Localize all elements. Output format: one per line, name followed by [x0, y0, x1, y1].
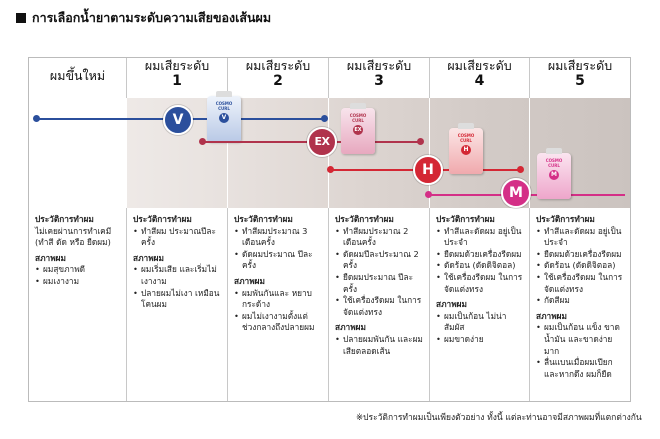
- history-list: [234, 226, 323, 272]
- condition-heading: สภาพผม: [35, 252, 66, 263]
- product-bottle-h: [449, 128, 483, 174]
- column-head-level-1: [127, 58, 228, 98]
- range-start-dot-h: [327, 166, 334, 173]
- history-heading: ประวัติการทำผม: [536, 214, 595, 224]
- history-item: • ทำสีผมประมาณ 2 เดือนครั้ง: [335, 226, 424, 249]
- history-item: • ทำสีและดัดผม อยู่เป็นประจำ: [436, 226, 524, 249]
- history-heading: ประวัติการทำผม: [436, 214, 495, 224]
- details-level-2: [228, 208, 329, 401]
- details-level-1: [127, 208, 228, 401]
- condition-heading: สภาพผม: [335, 322, 366, 333]
- product-badge-ex: EX: [307, 127, 337, 157]
- condition-item: • ผมเริ่มเสีย และเริ่มไม่เงางาม: [133, 264, 222, 287]
- condition-item: • ผมเป็นก้อน ไม่น่าสัมผัส: [436, 311, 524, 334]
- bottle-label: COSMO CURL: [545, 158, 563, 168]
- history-item: • ยืดผมด้วยเครื่องรีดผม: [436, 249, 524, 261]
- column-head-label: ผมเสียระดับ: [245, 58, 311, 73]
- condition-item: • ผมสุขภาพดี: [35, 264, 121, 276]
- bottle-cap: [546, 148, 562, 154]
- condition-item: • ผมพันกันและ หยาบกระด้าง: [234, 288, 323, 311]
- condition-list: [536, 322, 625, 380]
- product-badge-m: M: [501, 178, 531, 208]
- history-item: • ทำสีและดัดผม อยู่เป็นประจำ: [536, 226, 625, 249]
- details-level-3: [329, 208, 430, 401]
- bottle-mark: M: [549, 170, 559, 180]
- column-head-number: 2: [273, 73, 283, 89]
- column-head-number: 3: [374, 73, 384, 89]
- condition-heading: สภาพผม: [436, 299, 467, 310]
- bottle-mark: V: [219, 113, 229, 123]
- damage-level-table: [28, 57, 631, 402]
- details-level-4: [430, 208, 530, 401]
- product-badge-v: V: [163, 105, 193, 135]
- column-head-label: ผมเสียระดับ: [346, 58, 412, 73]
- square-bullet-icon: [16, 13, 26, 23]
- history-item: • ดัดร้อน (ดัดดิจิตอล): [536, 260, 625, 272]
- bottle-cap: [458, 123, 474, 129]
- bottle-cap: [350, 103, 366, 109]
- column-head-label: ผมขึ้นใหม่: [49, 68, 106, 83]
- column-head-number: 5: [575, 73, 585, 89]
- history-item: • ดัดผมปีละประมาณ 2 ครั้ง: [335, 249, 424, 272]
- history-list: [335, 226, 424, 319]
- column-head-number: 1: [172, 73, 182, 89]
- range-end-dot-h: [517, 166, 524, 173]
- history-heading: ประวัติการทำผม: [234, 214, 293, 224]
- condition-item: • ผมขาดง่าย: [436, 334, 524, 346]
- details-level-5: [530, 208, 630, 401]
- column-head-label: ผมเสียระดับ: [447, 58, 512, 73]
- history-item: • ทำสีผมประมาณ 3 เดือนครั้ง: [234, 226, 323, 249]
- product-badge-h: H: [413, 155, 443, 185]
- page-title: [16, 8, 271, 28]
- condition-heading: สภาพผม: [234, 275, 265, 286]
- product-bottle-ex: [341, 108, 375, 154]
- condition-list: [335, 334, 424, 357]
- column-head-level-3: [329, 58, 430, 98]
- page-title-text: การเลือกน้ำยาตามระดับความเสียของเส้นผม: [32, 10, 272, 25]
- condition-item: • ปลายผมพันกัน และผมเสียตลอดเส้น: [335, 334, 424, 357]
- condition-list: [234, 288, 323, 334]
- product-bottle-m: [537, 153, 571, 199]
- history-item: • ใช้เครื่องรีดผม ในการจัดแต่งทรง: [536, 272, 625, 295]
- condition-list: [35, 264, 121, 287]
- bottle-label: COSMO CURL: [215, 101, 233, 111]
- range-end-dot-ex: [417, 138, 424, 145]
- column-head-level-5: [530, 58, 630, 98]
- condition-list: [133, 264, 222, 310]
- history-list: [133, 226, 222, 249]
- column-head-new-hair: [29, 58, 127, 98]
- history-item: • ยืดผมประมาณ ปีละครั้ง: [335, 272, 424, 295]
- history-item: • ดัดร้อน (ดัดดิจิตอล): [436, 260, 524, 272]
- history-list: [536, 226, 625, 307]
- range-start-dot-v: [33, 115, 40, 122]
- condition-item: • ผมเงางาม: [35, 276, 121, 288]
- condition-item: • ปลายผมไม่เงา เหมือนโคนผม: [133, 288, 222, 311]
- history-list: [436, 226, 524, 296]
- condition-list: [436, 311, 524, 346]
- history-item: • ยืดผมด้วยเครื่องรีดผม: [536, 249, 625, 261]
- bottle-label: COSMO CURL: [349, 113, 367, 123]
- column-head-label: ผมเสียระดับ: [547, 58, 613, 73]
- bottle-mark: EX: [354, 127, 362, 133]
- condition-item: • ลื่นแบนเมื่อผมเปียก และหากดึง ผมก็ยืด: [536, 357, 625, 380]
- column-head-level-2: [228, 58, 329, 98]
- history-heading: ประวัติการทำผม: [335, 214, 394, 224]
- bottle-cap: [216, 91, 232, 97]
- condition-heading: สภาพผม: [133, 252, 164, 263]
- range-end-dot-v: [321, 115, 328, 122]
- column-head-label: ผมเสียระดับ: [144, 58, 210, 73]
- history-item: • กัดสีผม: [536, 295, 625, 307]
- history-item: • ดัดผมประมาณ ปีละครั้ง: [234, 249, 323, 272]
- history-item: • ใช้เครื่องรีดผม ในการจัดแต่งทรง: [335, 295, 424, 318]
- column-head-level-4: [430, 58, 530, 98]
- history-heading: ประวัติการทำผม: [35, 214, 94, 224]
- range-start-dot-m: [425, 191, 432, 198]
- product-bottle-v: [207, 96, 241, 142]
- bottle-mark: H: [461, 145, 471, 155]
- range-start-dot-ex: [199, 138, 206, 145]
- history-item: • ทำสีผม ประมาณปีละครั้ง: [133, 226, 222, 249]
- history-item: • ใช้เครื่องรีดผม ในการจัดแต่งทรง: [436, 272, 524, 295]
- history-text: ไม่เคยผ่านการทำเคมี (ทำสี ดัด หรือ ยืดผม): [35, 225, 112, 248]
- column-head-number: 4: [474, 73, 485, 89]
- condition-item: • ผมเป็นก้อน แข็ง ขาด น้ำมัน และขาดง่ายมาก: [536, 322, 625, 357]
- footnote: ※ประวัติการทำผมเป็นเพียงตัวอย่าง ทั้งนี้ แต่ละท่านอาจมีสภาพผมที่แตกต่างกัน: [356, 413, 642, 423]
- band-cell-new-hair: [29, 98, 127, 208]
- bottle-label: COSMO CURL: [457, 133, 475, 143]
- condition-heading: สภาพผม: [536, 310, 567, 321]
- history-heading: ประวัติการทำผม: [133, 214, 192, 224]
- details-new-hair: [29, 208, 127, 401]
- condition-item: • ผมไม่เงางามตั้งแต่ ช่วงกลางถึงปลายผม: [234, 311, 323, 334]
